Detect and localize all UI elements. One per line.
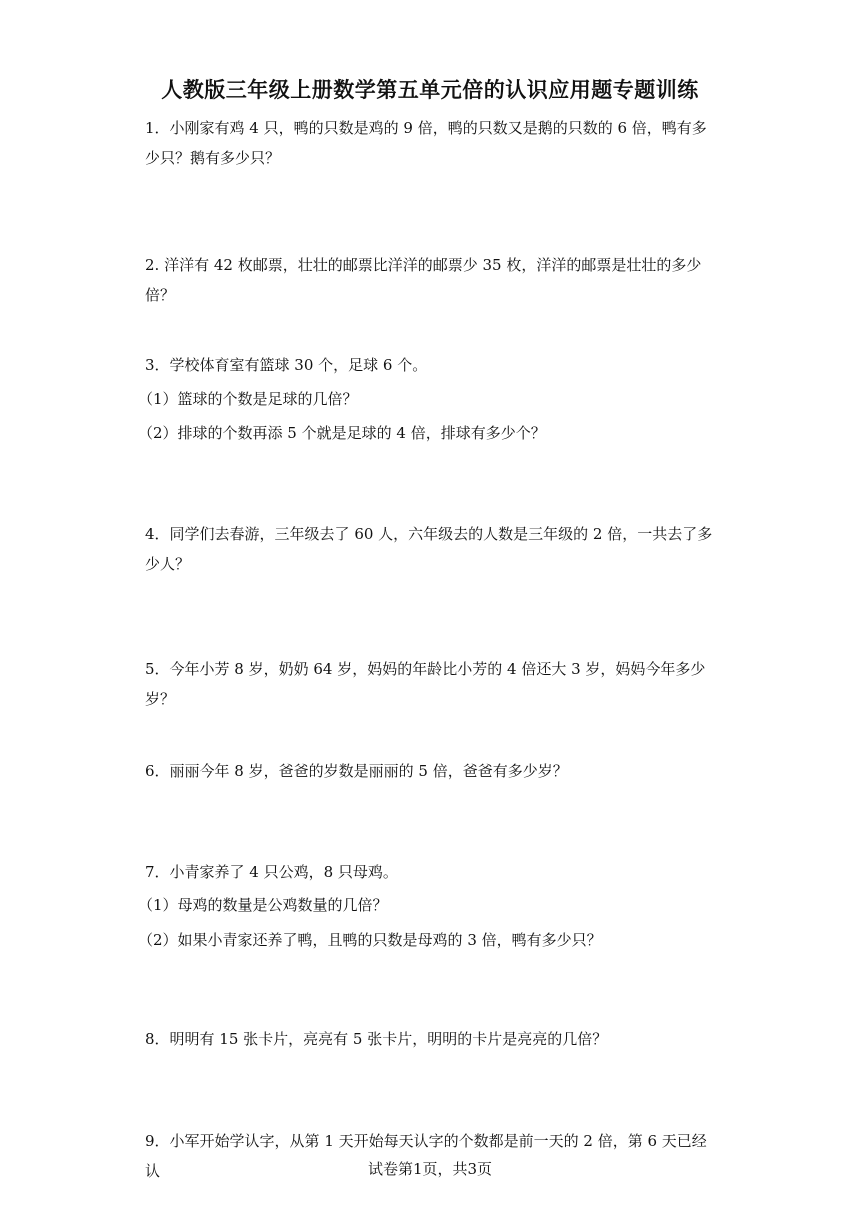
- document-title: 人教版三年级上册数学第五单元倍的认识应用题专题训练: [161, 78, 699, 102]
- question-4: 4．同学们去春游，三年级去了 60 人，六年级去的人数是三年级的 2 倍，一共去了多少人？: [145, 525, 713, 573]
- question-7-part-2: （2）如果小青家还养了鸭，且鸭的只数是母鸡的 3 倍，鸭有多少只？: [138, 931, 602, 949]
- question-3: 3．学校体育室有篮球 30 个，足球 6 个。: [145, 356, 428, 374]
- question-8: 8．明明有 15 张卡片，亮亮有 5 张卡片，明明的卡片是亮亮的几倍？: [145, 1030, 608, 1048]
- question-6: 6．丽丽今年 8 岁，爸爸的岁数是丽丽的 5 倍，爸爸有多少岁？: [145, 762, 568, 780]
- question-9: 9．小军开始学认字，从第 1 天开始每天认字的个数都是前一天的 2 倍，第 6 天已经认: [145, 1132, 707, 1180]
- question-2: 2. 洋洋有 42 枚邮票，壮壮的邮票比洋洋的邮票少 35 枚，洋洋的邮票是壮壮的多少倍？: [145, 256, 702, 304]
- question-3-part-2: （2）排球的个数再添 5 个就是足球的 4 倍，排球有多少个？: [138, 424, 546, 442]
- question-3-part-1: （1）篮球的个数是足球的几倍？: [138, 390, 358, 408]
- question-1: 1．小刚家有鸡 4 只，鸭的只数是鸡的 9 倍，鸭的只数又是鹅的只数的 6 倍，鸭有多少只？鹅有多少只？: [145, 119, 707, 167]
- question-7-part-1: （1）母鸡的数量是公鸡数量的几倍？: [138, 896, 388, 914]
- question-5: 5．今年小芳 8 岁，奶奶 64 岁，妈妈的年龄比小芳的 4 倍还大 3 岁，妈妈今年多少岁？: [145, 660, 706, 708]
- question-7: 7．小青家养了 4 只公鸡，8 只母鸡。: [145, 863, 398, 881]
- page-footer: 试卷第1页，共3页: [367, 1160, 493, 1178]
